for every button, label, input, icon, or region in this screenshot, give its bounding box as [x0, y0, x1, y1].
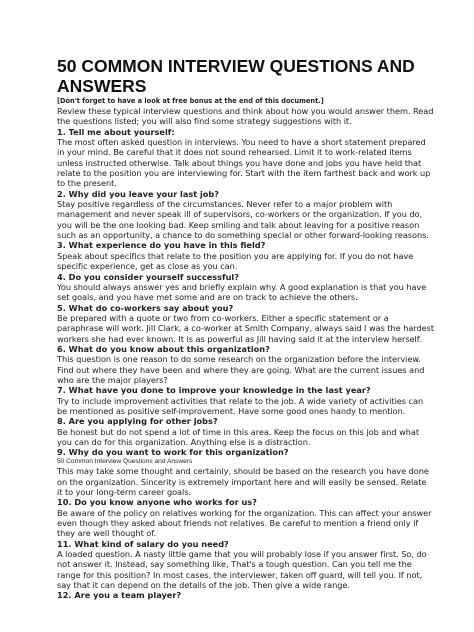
- answer-paragraph: A loaded question. A nasty little game that you will probably lose if you answer first. So, do not answer it. Instead, say something like, That's a tough question. Can you tell me the range for this position? In most cases, the interviewer, taken off guard, will tell you. If not, say that it can depend on the details of the job. Then give a wide range.: [57, 548, 427, 590]
- answer-paragraph: This question is one reason to do some research on the organization before the interview. Find out where they have been and where they are going. What are the current issues and who are the major players?: [57, 354, 425, 385]
- question-heading: 8. Are you applying for other jobs?: [57, 416, 218, 427]
- intro-paragraph: Review these typical interview questions and think about how you would answer them. Read the questions listed; you will also find some strategy suggestions with it.: [57, 106, 434, 127]
- title-line-2: ANSWERS: [57, 76, 147, 96]
- answer-paragraph: This may take some thought and certainly, should be based on the research you have done on the organization. Sincerity is extremely important here and will easily be sensed. Relate it to your long-term career goals.: [57, 466, 429, 497]
- question-heading: 7. What have you done to improve your knowledge in the last year?: [57, 385, 371, 396]
- answer-paragraph: Be aware of the policy on relatives working for the organization. This can affect your answer even though they asked about friends not relatives. Be careful to mention a friend only if they are well thought of.: [57, 507, 432, 539]
- answer-paragraph: Stay positive regardless of the circumstances. Never refer to a major problem with management and never speak ill of supervisors, co-workers or the organization. If you do, you will be the one looking bad. Keep smiling and talk about leaving for a positive reason such as an opportunity, a chance to do something special or other forward-looking reasons.: [57, 199, 429, 241]
- answer-paragraph: Be honest but do not spend a lot of time in this area. Keep the focus on this job and what you can do for this organization. Anything else is a distraction.: [57, 426, 420, 447]
- question-heading: 6. What do you know about this organization?: [57, 343, 270, 354]
- question-heading: 4. Do you consider yourself successful?: [57, 271, 239, 282]
- question-heading: 11. What kind of salary do you need?: [57, 538, 229, 549]
- question-heading: 3. What experience do you have in this field?: [57, 240, 266, 251]
- answer-paragraph: Try to include improvement activities that relate to the job. A wide variety of activities can be mentioned as positive self-improvement. Have some good ones handy to mention.: [57, 395, 424, 416]
- bonus-note: [Don't forget to have a look at free bonus at the end of this document.]: [57, 97, 324, 105]
- question-heading: 12. Are you a team player?: [57, 590, 182, 601]
- question-heading: 2. Why did you leave your last job?: [57, 188, 220, 199]
- answer-paragraph: Speak about specifics that relate to the position you are applying for. If you do not have specific experience, get as close as you can.: [57, 250, 414, 272]
- question-heading: 1. Tell me about yourself:: [57, 126, 175, 137]
- running-header: 50 Common Interview Questions and Answers: [57, 457, 193, 465]
- question-heading: 9. Why do you want to work for this organization?: [57, 447, 289, 458]
- answer-paragraph: Be prepared with a quote or two from co-workers. Either a specific statement or a paraphrase will work. Jill Clark, a co-worker at Smith Company, always said I was the hardest workers she had ever known. It is as powerful as Jill having said it at the interview herself.: [57, 312, 434, 344]
- question-heading: 10. Do you know anyone who works for us?: [57, 497, 257, 508]
- question-heading: 5. What do co-workers say about you?: [57, 302, 234, 313]
- document-title: [57, 56, 434, 96]
- answer-paragraph: You should always answer yes and briefly explain why. A good explanation is that you have set goals, and you have met some and are on track to achieve the others.: [57, 281, 427, 303]
- answer-paragraph: The most often asked question in interviews. You need to have a short statement prepared in your mind. Be careful that it does not sound rehearsed. Limit it to work-related items unless instructed otherwise. Talk about things you have done and jobs you have held that relate to the position you are interviewing for. Start with the item farthest back and work up to the present.: [57, 137, 431, 189]
- title-line-1: 50 COMMON INTERVIEW QUESTIONS AND: [57, 56, 415, 76]
